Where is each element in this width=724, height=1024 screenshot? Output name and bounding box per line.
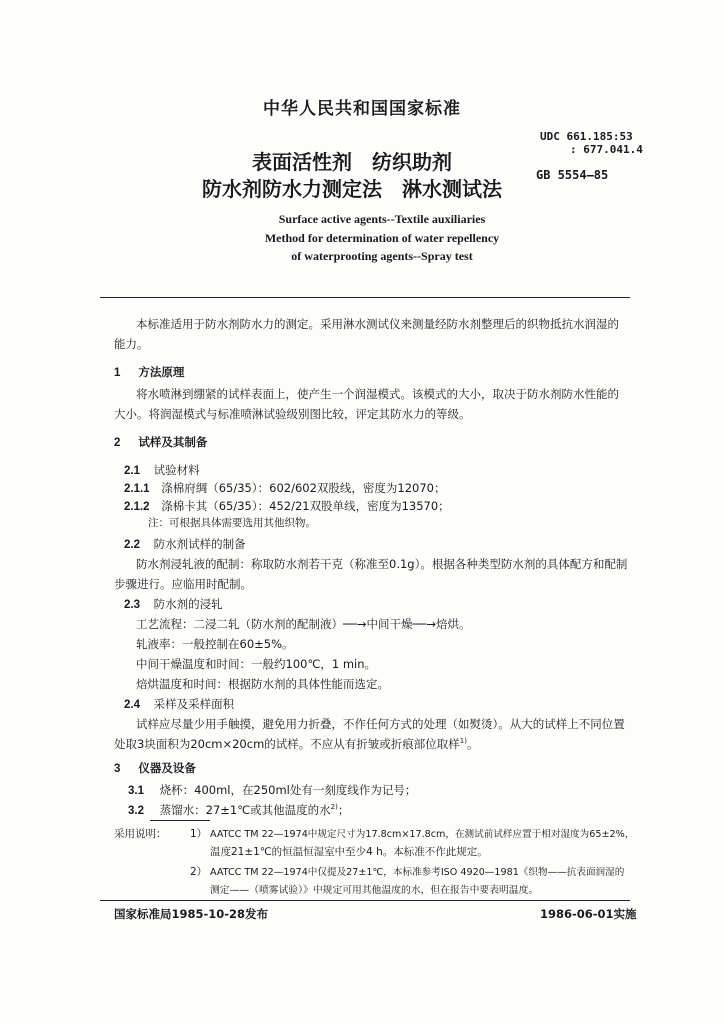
section-2-2-text: 防水剂试样的制备 <box>153 537 246 551</box>
section-2-1-2-number: 2.1.2 <box>124 501 150 513</box>
section-3-title: 仪器及设备 <box>138 761 196 775</box>
udc-line-2: : 677.041.4 <box>570 143 643 156</box>
section-2-note: 注：可根据具体需要选用其他织物。 <box>148 517 316 529</box>
udc-line-1: UDC 661.185:53 <box>540 130 633 143</box>
title-zh-line-1: 表面活性剂 纺织助剂 <box>252 150 452 174</box>
section-2-1-2-text: 涤棉卡其（65/35）：452/21双股单线，密度为13570； <box>161 499 450 513</box>
section-2-1 <box>124 462 200 478</box>
section-2-1-1-text: 涤棉府绸（65/35）：602/602双股线，密度为12070； <box>161 481 446 495</box>
footnote-ref-1: 1) <box>459 737 467 746</box>
section-2-4-line-2-text: 处取3块面积为20cm×20cm的试样。不应从有折皱或折痕部位取样 <box>114 737 460 751</box>
section-2-1-text: 试验材料 <box>153 463 200 477</box>
notes-divider <box>150 820 210 821</box>
section-2-1-number: 2.1 <box>124 465 140 477</box>
section-2-2 <box>124 536 246 552</box>
national-standard-header: 中华人民共和国国家标准 <box>263 99 461 119</box>
section-2-heading <box>114 434 207 450</box>
section-2-title: 试样及其制备 <box>138 435 208 449</box>
note-2-line-1: AATCC TM 22—1974中仅提及27±1℃，本标准参考ISO 4920—1981《织物——抗表面润湿的 <box>210 867 625 878</box>
section-2-4-line-2-end: 。 <box>466 737 479 751</box>
section-1-line-2: 大小。将润湿模式与标准喷淋试验级别图比较，评定其防水力的等级。 <box>114 407 471 421</box>
section-2-3-drying: 中间干燥温度和时间：一般约100℃，1 min。 <box>136 657 377 671</box>
note-1-line-1: AATCC TM 22—1974中规定尺寸为17.8cm×17.8cm，在测试前试样应置于相对湿度为65±2%， <box>210 829 635 840</box>
effective-date: 1986-06-01实施 <box>540 907 637 921</box>
title-en-line-3: of waterprooting agents--Spray test <box>291 249 473 263</box>
intro-line-2: 能力。 <box>114 337 149 351</box>
section-2-1-1-number: 2.1.1 <box>124 483 150 495</box>
section-3-1-text: 烧杯：400ml，在250ml处有一刻度线作为记号； <box>159 783 417 797</box>
section-1-heading <box>114 364 184 380</box>
section-2-4 <box>124 696 234 712</box>
section-2-4-number: 2.4 <box>124 699 140 711</box>
footnote-ref-2: 2) <box>330 803 338 812</box>
gb-code: GB 5554—85 <box>536 168 609 182</box>
top-divider <box>100 297 630 298</box>
notes-label: 采用说明： <box>114 828 167 840</box>
issue-date: 国家标准局1985-10-28发布 <box>114 907 269 921</box>
section-2-4-line-2 <box>114 736 478 752</box>
section-3-2-number: 3.2 <box>128 805 144 817</box>
section-1-title: 方法原理 <box>138 365 185 379</box>
section-1-number: 1 <box>114 367 121 379</box>
section-3-1-number: 3.1 <box>128 785 144 797</box>
title-en-line-2: Method for determination of water repellency <box>264 231 500 245</box>
section-3-2-text: 蒸馏水：27±1℃或其他温度的水 <box>159 803 331 817</box>
section-2-3 <box>124 596 223 612</box>
section-1-line-1: 将水喷淋到绷紧的试样表面上，使产生一个润湿模式。该模式的大小，取决于防水剂防水性能的 <box>136 387 619 401</box>
intro-line-1: 本标准适用于防水剂防水力的测定。采用淋水测试仪来测量经防水剂整理后的织物抵抗水润湿的 <box>136 317 619 331</box>
title-zh-line-2: 防水剂防水力测定法 淋水测试法 <box>202 177 502 201</box>
section-2-1-2 <box>124 498 450 514</box>
section-2-3-number: 2.3 <box>124 599 140 611</box>
bottom-divider <box>100 900 630 901</box>
section-2-2-line-2: 步骤进行。应临用时配制。 <box>114 577 252 591</box>
section-3-number: 3 <box>114 763 121 775</box>
section-2-2-number: 2.2 <box>124 539 140 551</box>
section-2-1-1 <box>124 480 445 496</box>
section-2-3-process: 工艺流程：二浸二轧（防水剂的配制液）──→中间干燥──→焙烘。 <box>136 617 471 631</box>
section-3-2 <box>128 802 349 818</box>
section-2-number: 2 <box>114 437 121 449</box>
section-2-3-baking: 焙烘温度和时间：根据防水剂的具体性能而选定。 <box>136 677 389 691</box>
note-1-line-2: 温度21±1℃的恒温恒湿室中至少4 h。本标准不作此规定。 <box>210 846 488 858</box>
section-2-4-line-1: 试样应尽量少用手触摸，避免用力折叠，不作任何方式的处理（如熨烫）。从大的试样上不同位置 <box>136 717 625 731</box>
section-2-3-text: 防水剂的浸轧 <box>153 597 223 611</box>
section-3-1 <box>128 782 416 798</box>
section-3-heading <box>114 760 196 776</box>
section-2-2-line-1: 防水剂浸轧液的配制：称取防水剂若干克（称准至0.1g）。根据各种类型防水剂的具体配方和配制 <box>136 557 628 571</box>
section-2-4-text: 采样及采样面积 <box>153 697 235 711</box>
section-2-3-rate: 轧液率：一般控制在60±5%。 <box>136 637 294 651</box>
note-1-number: 1） <box>190 828 208 840</box>
note-2-line-2: 测定——（喷雾试验）》中规定可用其他温度的水，但在报告中要表明温度。 <box>210 885 539 896</box>
section-3-2-end: ； <box>337 803 350 817</box>
title-en-line-1: Surface active agents--Textile auxiliaries <box>278 212 486 226</box>
note-2-number: 2） <box>190 866 208 878</box>
